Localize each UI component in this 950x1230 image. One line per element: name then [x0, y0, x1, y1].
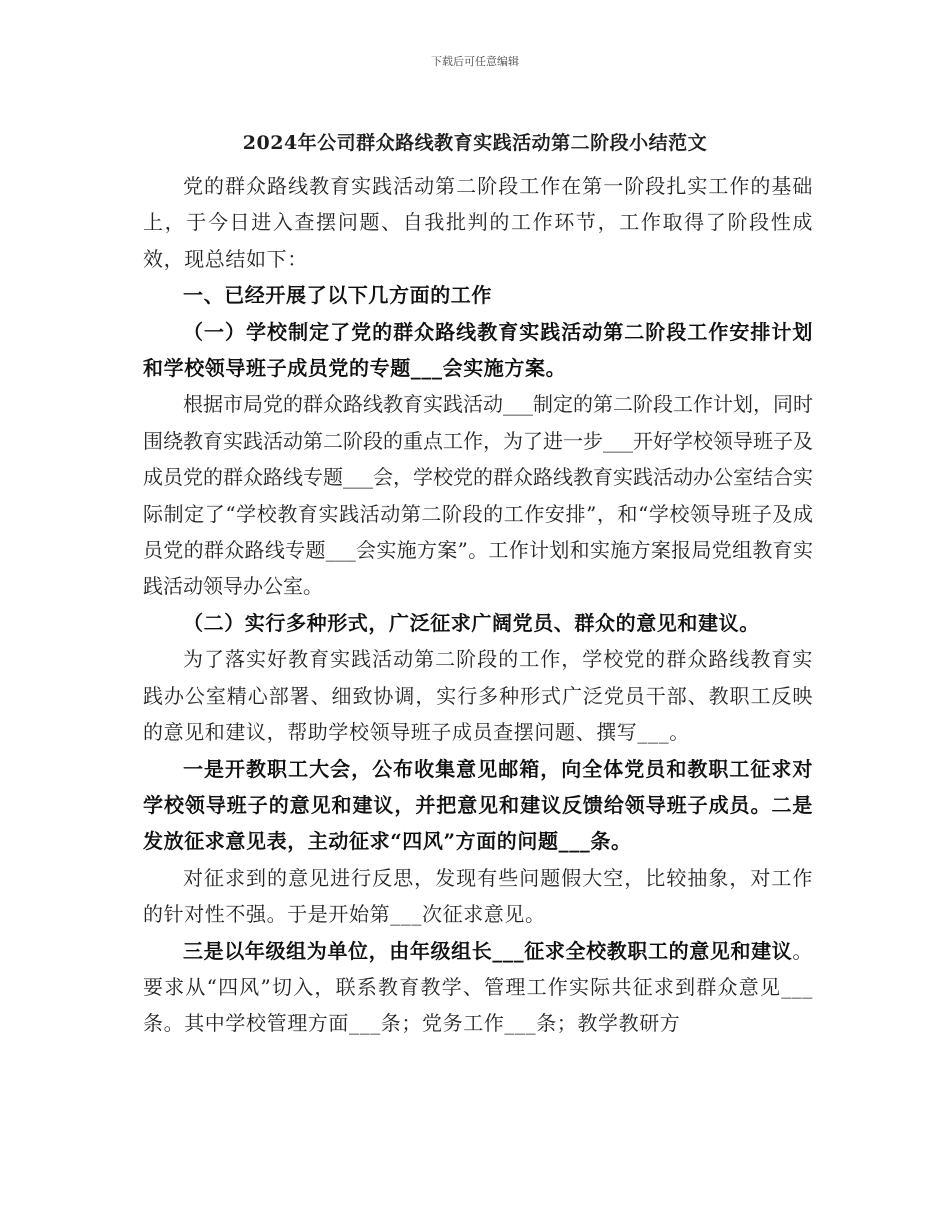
- document-body: [143, 168, 813, 1042]
- intro-paragraph: 党的群众路线教育实践活动第二阶段工作在第一阶段扎实工作的基础上，于今日进入查摆问题、自我批判的工作环节，工作取得了阶段性成效，现总结如下：: [143, 174, 813, 271]
- body-paragraph-2: 为了落实好教育实践活动第二阶段的工作，学校党的群众路线教育实践办公室精心部署、细致协调，实行多种形式广泛党员干部、教职工反映的意见和建议，帮助学校领导班子成员查摆问题、撰写___。: [143, 647, 813, 745]
- section-heading: 一、已经开展了以下几方面的工作: [183, 283, 492, 308]
- header-note: 下载后可任意编辑: [431, 55, 519, 68]
- subsection-heading-2: （二）实行多种形式，广泛征求广阔党员、群众的意见和建议。: [183, 610, 760, 635]
- subsection-heading-1: （一）学校制定了党的群众路线教育实践活动第二阶段工作安排计划和学校领导班子成员党的专题___会实施方案。: [143, 319, 813, 381]
- body-paragraph-3: 一是开教职工大会，公布收集意见邮箱，向全体党员和教职工征求对学校领导班子的意见和建议，并把意见和建议反馈给领导班子成员。二是发放征求意见表，主动征求“四风”方面的问题___条。: [143, 756, 813, 854]
- body-paragraph-5: [143, 933, 813, 1042]
- body-paragraph-1: 根据市局党的群众路线教育实践活动___制定的第二阶段工作计划，同时围绕教育实践活动第二阶段的重点工作，为了进一步___开好学校领导班子及成员党的群众路线专题___会，学校党的群众路线教育实践活动办公室结合实际制定了“学校教育实践活动第二阶段的工作安排”，和“学校领导班子及成员党的群众路线专题___会实施方案”。工作计划和实施方案报局党组教育实践活动领导办公室。: [143, 392, 813, 599]
- body-paragraph-5-bold: 三是以年级组为单位，由年级组长___征求全校教职工的意见和建议: [183, 938, 793, 963]
- document-title: 2024年公司群众路线教育实践活动第二阶段小结范文: [242, 132, 708, 154]
- body-paragraph-5-rest: 。要求从“四风”切入，联系教育教学、管理工作实际共征求到群众意见___条。其中学校管理方面___条；党务工作___条；教学教研方: [143, 938, 813, 1036]
- body-paragraph-4: 对征求到的意见进行反思，发现有些问题假大空，比较抽象，对工作的针对性不强。于是开始第___次征求意见。: [143, 865, 813, 927]
